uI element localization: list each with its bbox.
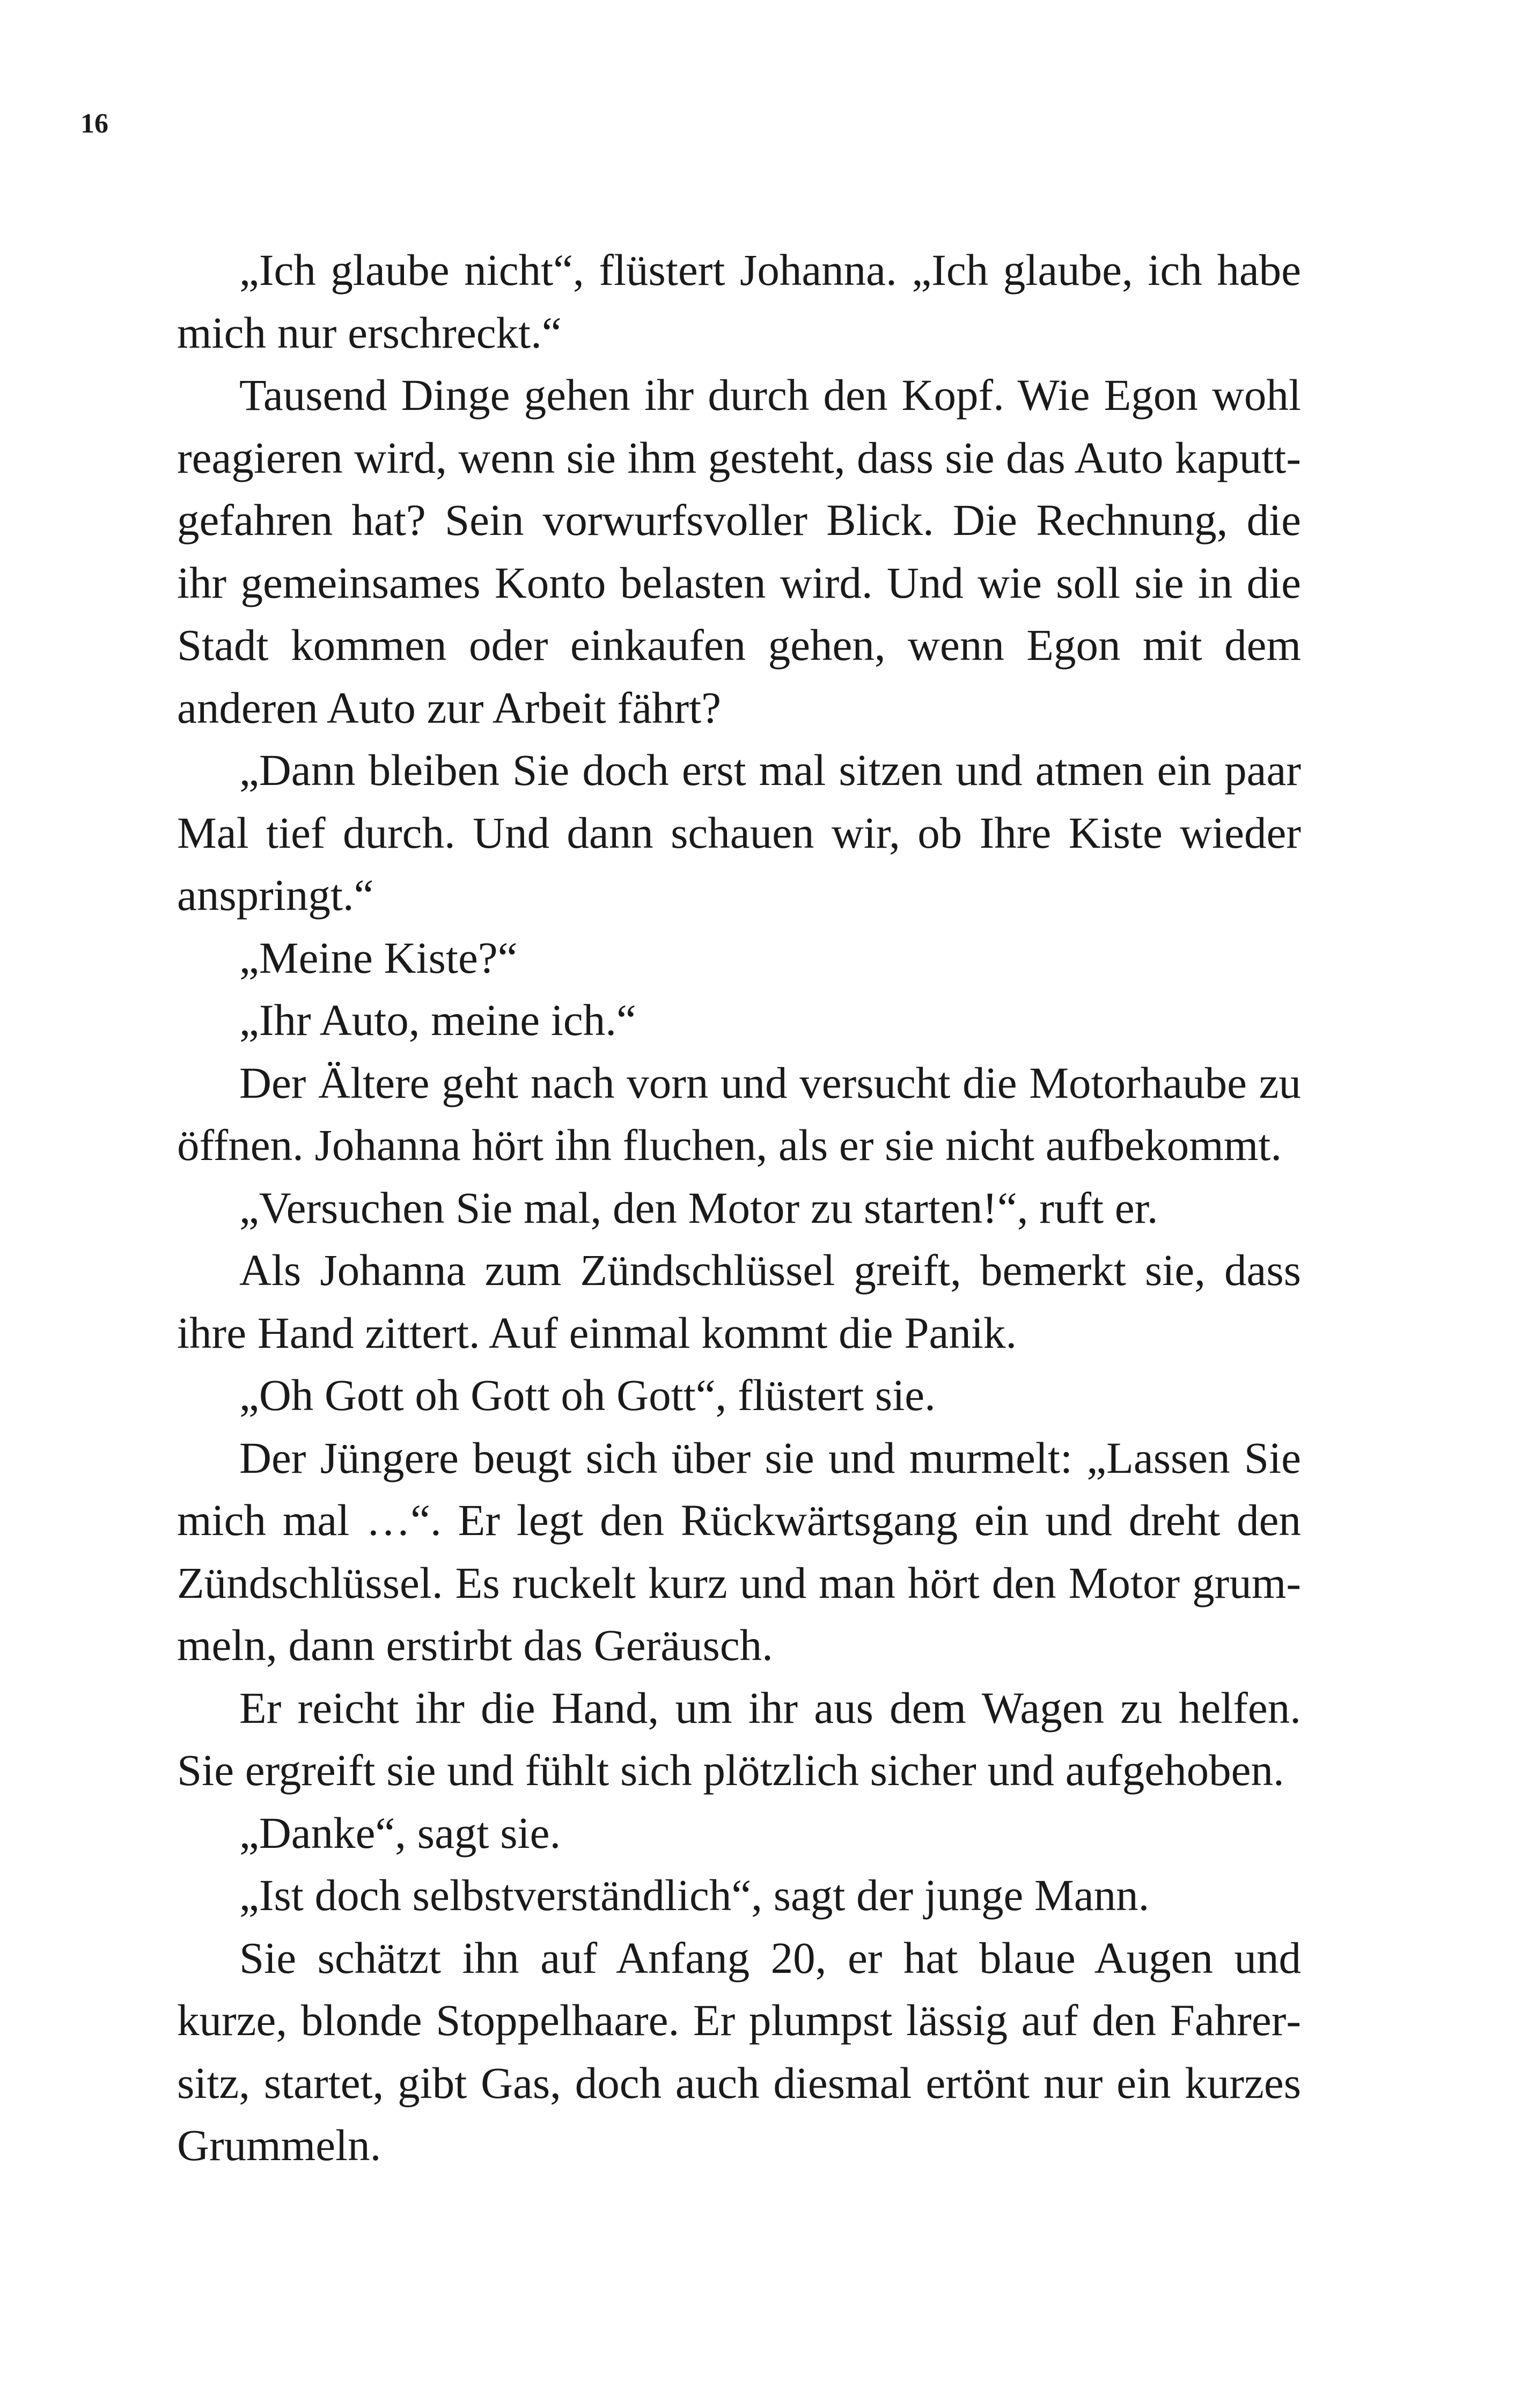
body-text	[177, 239, 1301, 2177]
paragraph-9: „Oh Gott oh Gott oh Gott“, flüstert sie.	[239, 1370, 936, 1420]
paragraph-5: „Ihr Auto, meine ich.“	[239, 995, 636, 1045]
paragraph-10: Der Jüngere beugt sich über sie und murmelt: „Lassen Sie mich mal …“. Er legt den Rückwärtsgang ein und dreht den Zündschlüssel. Es ruckelt kurz und man hört den Motor grummeln, dann erstirbt das Geräusch.	[177, 1433, 1301, 1670]
paragraph-7: „Versuchen Sie mal, den Motor zu starten!“, ruft er.	[239, 1183, 1158, 1232]
paragraph-1: „Ich glaube nicht“, flüstert Johanna. „Ich glaube, ich habe mich nur erschreckt.“	[177, 245, 1301, 357]
paragraph-2: Tausend Dinge gehen ihr durch den Kopf. Wie Egon wohl reagieren wird, wenn sie ihm gesteht, dass sie das Auto kaputtgefahren hat? Sein vorwurfsvoller Blick. Die Rechnung, die ihr gemeinsames Konto belasten wird. Und wie soll sie in die Stadt kommen oder einkaufen gehen, wenn Egon mit dem anderen Auto zur Arbeit fährt?	[177, 370, 1301, 732]
page-number: 16	[80, 108, 108, 139]
paragraph-3: „Dann bleiben Sie doch erst mal sitzen und atmen ein paar Mal tief durch. Und dann schauen wir, ob Ihre Kiste wieder anspringt.“	[177, 745, 1301, 920]
paragraph-11: Er reicht ihr die Hand, um ihr aus dem Wagen zu helfen. Sie ergreift sie und fühlt sich plötzlich sicher und aufgehoben.	[177, 1683, 1301, 1795]
paragraph-14: Sie schätzt ihn auf Anfang 20, er hat blaue Augen und kurze, blonde Stoppelhaare. Er plumpst lässig auf den Fahrersitz, startet, gibt Gas, doch auch diesmal ertönt nur ein kurzes Grummeln.	[177, 1933, 1301, 2170]
paragraph-12: „Danke“, sagt sie.	[239, 1808, 561, 1858]
paragraph-8: Als Johanna zum Zündschlüssel greift, bemerkt sie, dass ihre Hand zittert. Auf einmal kommt die Panik.	[177, 1245, 1301, 1357]
paragraph-4: „Meine Kiste?“	[239, 933, 518, 982]
paragraph-6: Der Ältere geht nach vorn und versucht die Motorhaube zu öffnen. Johanna hört ihn fluchen, als er sie nicht aufbekommt.	[177, 1058, 1301, 1170]
paragraph-13: „Ist doch selbstverständlich“, sagt der junge Mann.	[239, 1870, 1150, 1920]
